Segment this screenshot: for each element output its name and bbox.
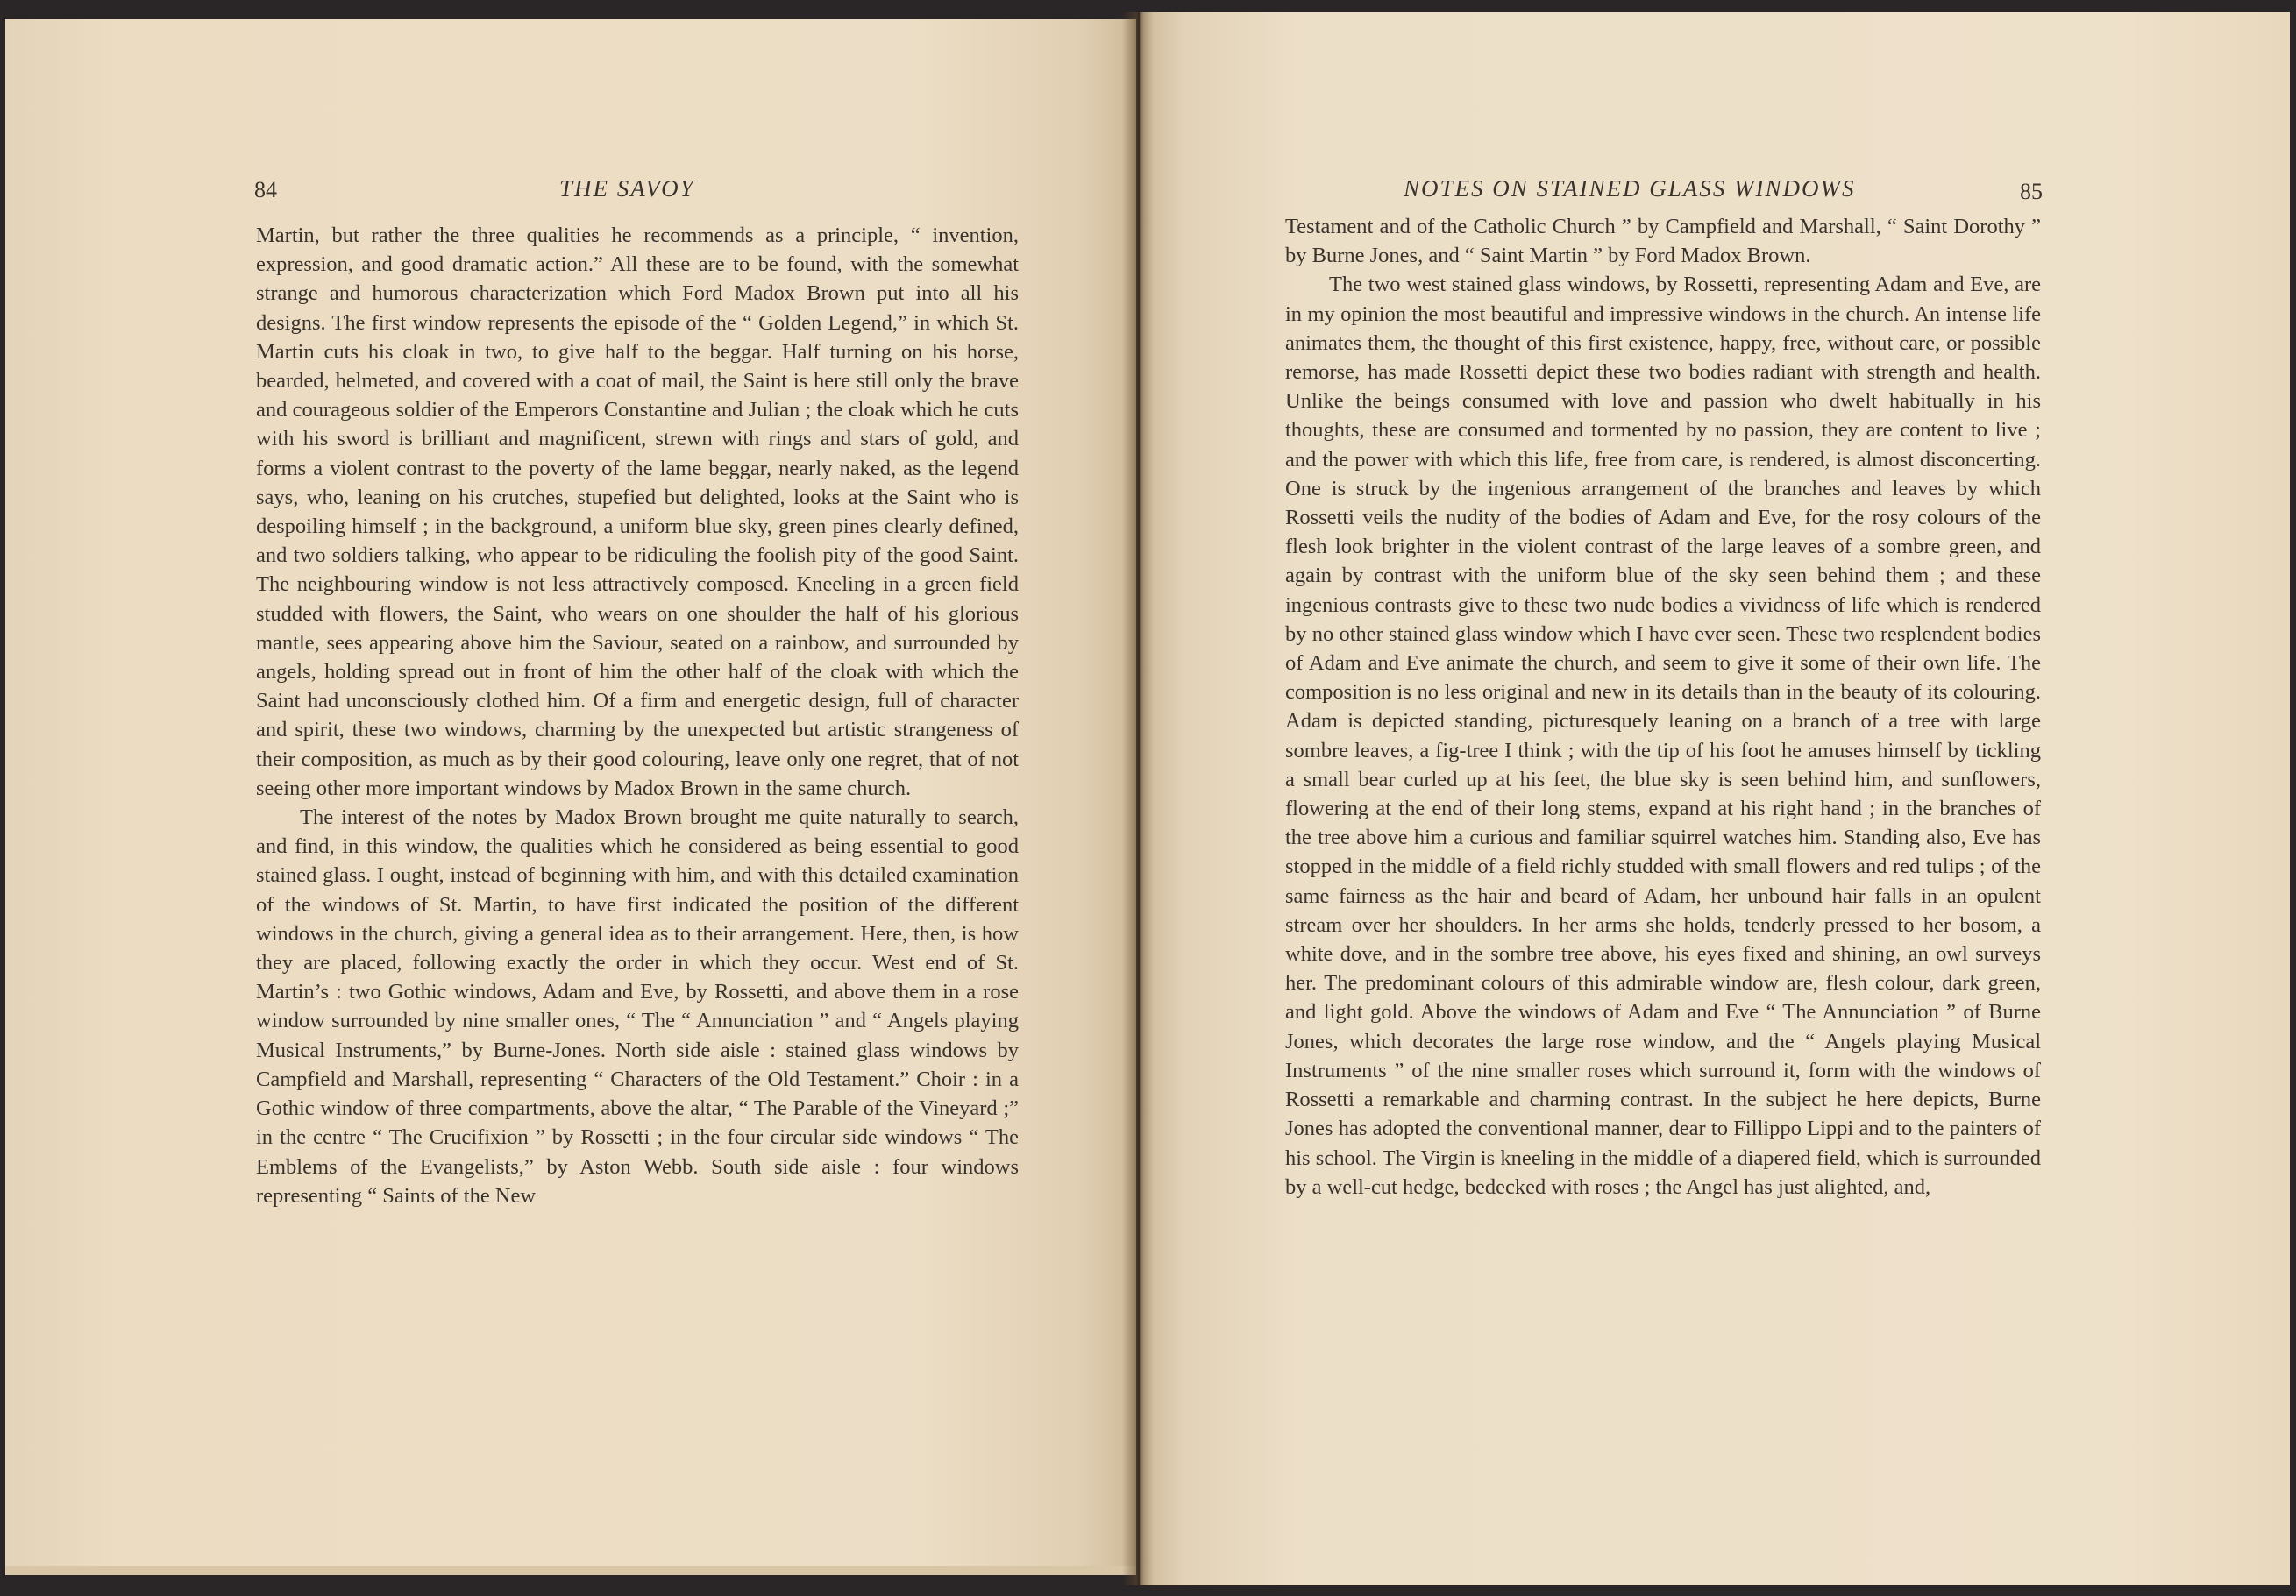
running-head: THE SAVOY xyxy=(559,175,695,202)
book-gutter xyxy=(1122,12,1154,1585)
body-text xyxy=(256,221,1019,1210)
left-page xyxy=(5,19,1136,1575)
right-page xyxy=(1140,12,2290,1585)
paragraph: Martin, but rather the three qualities he recommends as a principle, “ invention, expression, and good dramatic action.” All these are to be found, with the somewhat strange and humorous characterization which Ford Madox Brown put into all his designs. The first window represents the episode of the “ Golden Legend,” in which St. Martin cuts his cloak in two, to give half to the beggar. Half turning on his horse, bearded, helmeted, and covered with a coat of mail, the Saint is here still only the brave and courageous soldier of the Emperors Constantine and Julian ; the cloak which he cuts with his sword is brilliant and magnificent, strewn with rings and stars of gold, and forms a violent contrast to the poverty of the lame beggar, nearly naked, as the legend says, who, leaning on his crutches, stupefied but delighted, looks at the Saint who is despoiling himself ; in the background, a uniform blue sky, green pines clearly defined, and two soldiers talking, who appear to be ridiculing the foolish pity of the good Saint. The neighbouring window is not less attractively composed. Kneeling in a green field studded with flowers, the Saint, who wears on one shoulder the half of his glorious mantle, sees appearing above him the Saviour, seated on a rainbow, and surrounded by angels, holding spread out in front of him the other half of the cloak with which the Saint had unconsciously clothed him. Of a firm and energetic design, full of character and spirit, these two windows, charming by the unexpected but artistic strangeness of their composition, as much as by their good colouring, leave only one regret, that of not seeing other more important windows by Madox Brown in the same church. xyxy=(256,223,1019,800)
paragraph: Testament and of the Catholic Church ” by Campfield and Marshall, “ Saint Dorothy ” by Burne Jones, and “ Saint Martin ” by Ford Madox Brown. xyxy=(1285,215,2041,268)
page-number: 85 xyxy=(2020,179,2043,204)
paragraph: The two west stained glass windows, by Rossetti, representing Adam and Eve, are in my opinion the most beautiful and impressive windows in the church. An intense life animates them, the thought of this first existence, happy, free, without care, or possible remorse, has made Rossetti depict these two bodies radiant with strength and health. Unlike the beings consumed with love and passion who dwelt habitually in his thoughts, these are consumed and tormented by no passion, they are content to live ; and the power with which this life, free from care, is rendered, is almost disconcerting. One is struck by the ingenious arrangement of the branches and leaves by which Rossetti veils the nudity of the bodies of Adam and Eve, for the rosy colours of the flesh look brighter in the violent contrast of the large leaves of a sombre green, and again by contrast with the uniform blue of the sky seen behind them ; and these ingenious contrasts give to these two nude bodies a vividness of life which is rendered by no other stained glass window which I have ever seen. These two resplendent bodies of Adam and Eve animate the church, and seem to give it some of their own life. The composition is no less original and new in its details than in the beauty of its colouring. Adam is depicted standing, picturesquely leaning on a branch of a tree with large sombre leaves, a fig-tree I think ; with the tip of his foot he amuses himself by tickling a small bear curled up at his feet, the blue sky is seen behind him, and sunflowers, flowering at the end of their long stems, expand at his right hand ; in the branches of the tree above him a curious and familiar squirrel watches him. Standing also, Eve has stopped in the middle of a field richly studded with small flowers and red tulips ; of the same fairness as the hair and beard of Adam, her unbound hair falls in an opulent stream over her shoulders. In her arms she holds, tenderly pressed to her bosom, a white dove, and in the sombre tree above, his eyes fixed and shining, an owl surveys her. The predominant colours of this admirable window are, flesh colour, dark green, and light gold. Above the windows of Adam and Eve “ The Annunciation ” of Burne Jones, which decorates the large rose window, and the “ Angels playing Musical Instruments ” of the nine smaller roses which surround it, form with the windows of Rossetti a remarkable and charming contrast. In the subject he here depicts, Burne Jones has adopted the conventional manner, dear to Fillippo Lippi and to the painters of his school. The Virgin is kneeling in the middle of a diapered field, which is surrounded by a well-cut hedge, bedecked with roses ; the Angel has just alighted, and, xyxy=(1285,273,2041,1199)
page-number: 84 xyxy=(254,177,277,202)
body-text xyxy=(1285,212,2041,1202)
paragraph: The interest of the notes by Madox Brown brought me quite naturally to search, and find, in this window, the qualities which he considered as being essential to good stained glass. I ought, instead of beginning with him, and with this detailed examination of the windows of St. Martin, to have first indicated the position of the different windows in the church, giving a general idea as to their arrangement. Here, then, is how they are placed, following exactly the order in which they occur. West end of St. Martin’s : two Gothic windows, Adam and Eve, by Rossetti, and above them in a rose window surrounded by nine smaller ones, “ The “ Annunciation ” and “ Angels playing Musical Instruments,” by Burne-Jones. North side aisle : stained glass windows by Campfield and Marshall, representing “ Characters of the Old Testament.” Choir : in a Gothic window of three compartments, above the altar, “ The Parable of the Vineyard ;” in the centre “ The Crucifixion ” by Rossetti ; in the four circular side windows “ The Emblems of the Evangelists,” by Aston Webb. South side aisle : four windows representing “ Saints of the New xyxy=(256,805,1019,1208)
running-head: NOTES ON STAINED GLASS WINDOWS xyxy=(1404,175,1856,202)
